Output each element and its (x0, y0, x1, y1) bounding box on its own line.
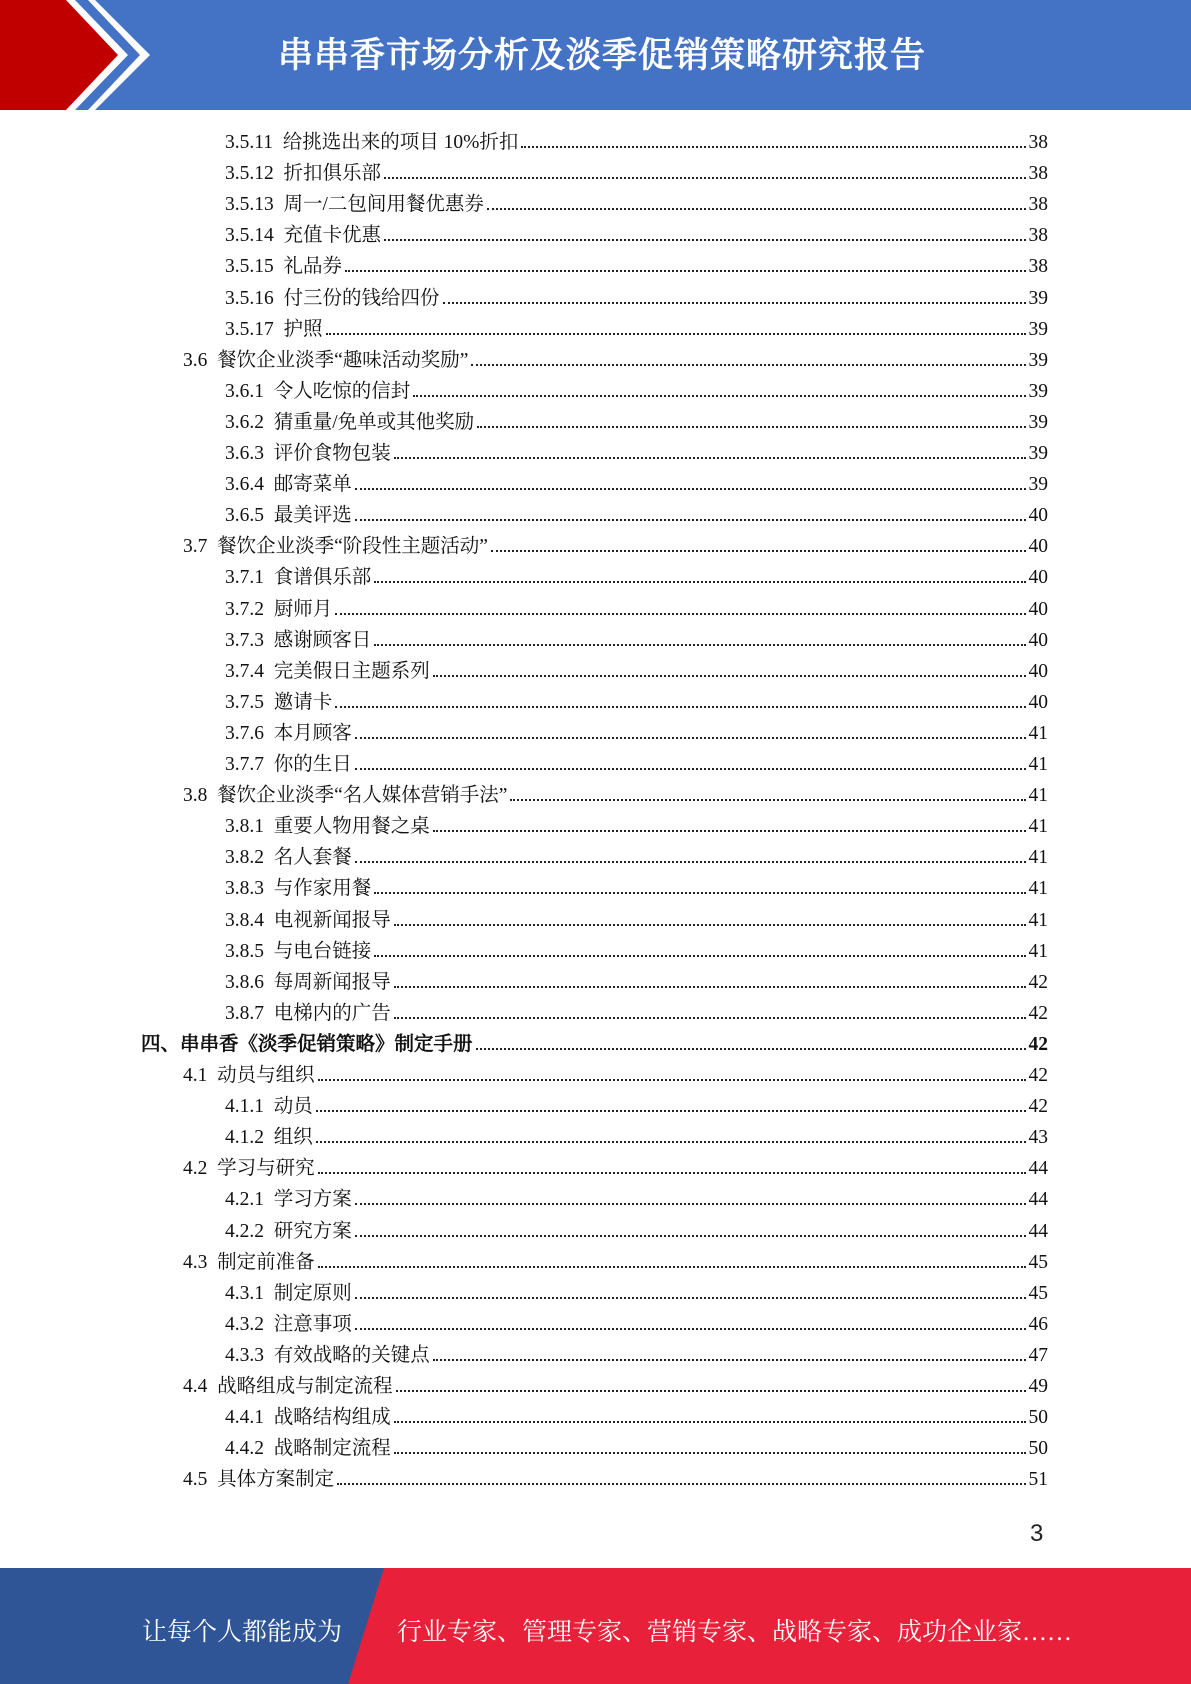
toc-entry-number: 4.3.3 (225, 1344, 264, 1366)
toc-dot-leader (355, 519, 1026, 521)
toc-entry-page: 38 (1028, 225, 1048, 247)
toc-entry-number: 4.1 (183, 1065, 208, 1086)
toc-entry[interactable] (225, 1309, 1048, 1340)
toc-entry[interactable] (183, 531, 1048, 562)
toc-entry-number: 3.5.13 (225, 194, 274, 216)
toc-dot-leader (335, 706, 1025, 708)
toc-entry[interactable] (225, 811, 1048, 842)
toc-dot-leader (433, 830, 1026, 832)
toc-entry-title: 电视新闻报导 (273, 909, 391, 931)
toc-dot-leader (394, 1452, 1026, 1454)
toc-entry-page: 38 (1028, 256, 1048, 278)
toc-entry-number: 3.6.4 (225, 474, 264, 496)
toc-dot-leader (433, 1359, 1026, 1361)
report-title: 串串香市场分析及淡季促销策略研究报告 (278, 36, 927, 76)
toc-entry-title: 令人吃惊的信封 (273, 380, 411, 402)
toc-entry-page: 42 (1028, 1033, 1048, 1055)
toc-dot-leader (355, 1297, 1026, 1299)
toc-entry-page: 40 (1028, 598, 1048, 620)
toc-entry-page: 39 (1028, 443, 1048, 464)
toc-dot-leader (374, 644, 1025, 646)
toc-entry-title: 具体方案制定 (217, 1469, 335, 1491)
toc-entry[interactable] (225, 1122, 1048, 1153)
toc-entry-page: 39 (1028, 474, 1048, 496)
toc-entry[interactable] (225, 687, 1048, 718)
toc-entry-page: 44 (1028, 1158, 1048, 1180)
toc-entry-number: 3.8.2 (225, 847, 264, 869)
toc-entry[interactable] (225, 594, 1048, 625)
toc-entry-title: 厨师月 (273, 598, 333, 620)
toc-entry-page: 50 (1028, 1438, 1048, 1460)
footer-slogan: 让每个人都能成为 (142, 1619, 343, 1646)
toc-entry-number: 3.5.11 (225, 132, 274, 153)
toc-dot-leader (384, 177, 1025, 179)
toc-entry-title: 制定前准备 (217, 1251, 315, 1273)
toc-entry-title: 电梯内的广告 (273, 1002, 391, 1024)
toc-dot-leader (394, 1017, 1026, 1019)
toc-entry-number: 3.8.1 (225, 816, 264, 838)
toc-entry[interactable] (225, 127, 1048, 158)
toc-dot-leader (337, 1483, 1025, 1485)
toc-entry-page: 42 (1028, 1096, 1048, 1118)
toc-entry[interactable] (225, 842, 1048, 873)
toc-entry-title: 折扣俱乐部 (283, 163, 382, 185)
toc-entry[interactable] (225, 656, 1048, 687)
toc-entry-number: 3.7.5 (225, 691, 264, 713)
toc-entry-number: 3.5.17 (225, 318, 274, 340)
toc-entry-title: 充值卡优惠 (283, 225, 382, 247)
toc-entry-page: 39 (1028, 380, 1048, 402)
toc-entry-page: 45 (1028, 1282, 1048, 1304)
toc-entry-title: 最美评选 (273, 505, 352, 527)
toc-entry-number: 3.6 (183, 349, 208, 371)
toc-dot-leader (355, 768, 1026, 770)
toc-entry-title: 战略制定流程 (273, 1438, 391, 1460)
toc-entry-number: 4.2 (183, 1158, 208, 1180)
toc-entry-number: 3.8 (183, 785, 208, 807)
toc-entry-page: 41 (1028, 785, 1048, 807)
toc-entry[interactable] (225, 251, 1048, 282)
toc-dot-leader (355, 861, 1026, 863)
toc-entry[interactable] (183, 1153, 1048, 1184)
toc-entry-page: 47 (1028, 1344, 1048, 1366)
toc-entry-title: 制定原则 (273, 1282, 352, 1304)
toc-entry-number: 3.7.6 (225, 722, 264, 744)
toc-entry-page: 40 (1028, 536, 1048, 558)
toc-entry-page: 42 (1028, 1065, 1048, 1086)
toc-dot-leader (374, 581, 1025, 583)
toc-entry-number: 3.8.3 (225, 878, 264, 900)
toc-entry[interactable] (225, 625, 1048, 656)
toc-entry-page: 41 (1028, 909, 1048, 931)
toc-dot-leader (374, 955, 1025, 957)
toc-entry-number: 3.8.7 (225, 1002, 264, 1024)
toc-dot-leader (326, 333, 1026, 335)
toc-entry[interactable] (225, 500, 1048, 531)
toc-dot-leader (384, 239, 1025, 241)
toc-dot-leader (394, 1421, 1026, 1423)
toc-entry[interactable] (225, 873, 1048, 904)
toc-dot-leader (476, 1048, 1026, 1050)
toc-entry-title: 战略组成与制定流程 (217, 1376, 393, 1397)
toc-entry-page: 45 (1028, 1251, 1048, 1273)
toc-entry-title: 与电台链接 (273, 940, 372, 962)
toc-entry-number: 4.4 (183, 1376, 208, 1397)
toc-entry-title: 餐饮企业淡季“阶段性主题活动” (217, 536, 488, 558)
toc-entry[interactable] (225, 220, 1048, 251)
toc-entry-page: 41 (1028, 722, 1048, 744)
toc-entry-title: 重要人物用餐之桌 (273, 816, 430, 838)
toc-entry-title: 你的生日 (273, 754, 352, 775)
toc-entry-number: 4.3 (183, 1251, 208, 1273)
toc-entry[interactable] (225, 314, 1048, 345)
toc-entry[interactable] (225, 1340, 1048, 1371)
toc-entry-page: 49 (1028, 1376, 1048, 1397)
toc-entry-title: 餐饮企业淡季“趣味活动奖励” (217, 349, 469, 371)
toc-entry[interactable] (225, 1091, 1048, 1122)
toc-entry-number: 3.5.14 (225, 225, 274, 247)
toc-entry-title: 猜重量/免单或其他奖励 (273, 411, 475, 433)
toc-entry-title: 学习与研究 (217, 1158, 315, 1180)
toc-entry-page: 40 (1028, 629, 1048, 651)
toc-entry-page: 50 (1028, 1407, 1048, 1429)
toc-entry[interactable] (225, 749, 1048, 780)
toc-entry[interactable] (183, 345, 1048, 376)
header-arrow-icon (0, 0, 170, 110)
toc-entry-page: 44 (1028, 1189, 1048, 1211)
toc-entry[interactable] (225, 469, 1048, 500)
toc-dot-leader (355, 1328, 1026, 1330)
toc-entry[interactable] (225, 1184, 1048, 1215)
toc-entry-page: 44 (1028, 1220, 1048, 1242)
toc-entry-page: 40 (1028, 567, 1048, 589)
toc-entry[interactable] (225, 718, 1048, 749)
toc-entry-title: 完美假日主题系列 (273, 660, 430, 682)
toc-entry-number: 3.8.6 (225, 971, 264, 993)
footer-titles: 行业专家、管理专家、营销专家、战略专家、成功企业家…… (397, 1619, 1073, 1646)
toc-entry[interactable] (225, 407, 1048, 438)
toc-entry-page: 39 (1028, 349, 1048, 371)
toc-entry-page: 38 (1028, 132, 1048, 153)
toc-entry-title: 组织 (273, 1127, 313, 1149)
toc-dot-leader (477, 426, 1025, 428)
toc-dot-leader (355, 488, 1026, 490)
toc-entry-number: 4.1.1 (225, 1096, 264, 1118)
toc-entry-title: 感谢顾客日 (273, 629, 372, 651)
toc-entry[interactable] (225, 562, 1048, 593)
toc-entry-number: 3.7.2 (225, 598, 264, 620)
toc-entry[interactable] (225, 283, 1048, 314)
toc-entry-page: 39 (1028, 318, 1048, 340)
toc-entry-title: 与作家用餐 (273, 878, 372, 900)
toc-entry[interactable] (225, 1278, 1048, 1309)
toc-entry-number: 3.8.4 (225, 909, 264, 931)
toc-entry[interactable] (225, 1216, 1048, 1247)
toc-entry-page: 39 (1028, 287, 1048, 309)
toc-dot-leader (471, 364, 1025, 366)
toc-entry-page: 41 (1028, 847, 1048, 869)
toc-entry-page: 51 (1028, 1469, 1048, 1491)
toc-dot-leader (345, 270, 1025, 272)
toc-entry-title: 礼品券 (283, 256, 343, 278)
page-footer (0, 1568, 1191, 1684)
toc-entry-title: 战略结构组成 (273, 1407, 391, 1429)
toc-dot-leader (374, 892, 1025, 894)
toc-entry-page: 42 (1028, 1002, 1048, 1024)
toc-entry-number: 3.6.3 (225, 443, 264, 464)
toc-dot-leader (443, 302, 1026, 304)
toc-entry-title: 付三份的钱给四份 (283, 287, 440, 309)
toc-dot-leader (318, 1266, 1026, 1268)
toc-entry-number: 3.6.5 (225, 505, 264, 527)
toc-dot-leader (318, 1079, 1026, 1081)
toc-dot-leader (316, 1110, 1026, 1112)
toc-dot-leader (413, 395, 1025, 397)
toc-entry[interactable] (225, 1433, 1048, 1464)
toc-entry-number: 4.4.1 (225, 1407, 264, 1429)
toc-entry-number: 3.7.7 (225, 754, 264, 775)
toc-entry[interactable] (225, 189, 1048, 220)
toc-entry-number: 4.4.2 (225, 1438, 264, 1460)
toc-dot-leader (487, 208, 1026, 210)
toc-entry[interactable] (183, 1060, 1048, 1091)
toc-entry-number: 3.5.12 (225, 163, 274, 185)
toc-entry-page: 41 (1028, 754, 1048, 775)
toc-entry[interactable] (183, 1247, 1048, 1278)
toc-entry[interactable] (183, 1464, 1048, 1495)
toc-entry-number: 3.8.5 (225, 940, 264, 962)
toc-entry-title: 动员 (273, 1096, 313, 1118)
toc-dot-leader (335, 613, 1025, 615)
toc-entry-page: 38 (1028, 194, 1048, 216)
toc-entry-page: 41 (1028, 940, 1048, 962)
toc-entry-title: 护照 (283, 318, 323, 340)
toc-entry-number: 3.5.16 (225, 287, 274, 309)
page-number: 3 (1030, 1520, 1044, 1547)
toc-dot-leader (491, 550, 1026, 552)
toc-entry-page: 40 (1028, 505, 1048, 527)
toc-entry-page: 40 (1028, 691, 1048, 713)
toc-entry-title: 四、串串香《淡季促销策略》制定手册 (141, 1033, 473, 1055)
toc-entry[interactable] (225, 998, 1048, 1029)
toc-entry-page: 42 (1028, 971, 1048, 993)
toc-dot-leader (394, 457, 1026, 459)
toc-entry-page: 40 (1028, 660, 1048, 682)
toc-entry-title: 注意事项 (273, 1313, 352, 1335)
toc-entry[interactable] (183, 1371, 1048, 1402)
toc-entry-page: 39 (1028, 411, 1048, 433)
toc-entry-page: 41 (1028, 816, 1048, 838)
toc-entry-title: 动员与组织 (217, 1065, 315, 1086)
toc-entry-number: 4.3.2 (225, 1313, 264, 1335)
toc-entry-number: 3.7.4 (225, 660, 264, 682)
toc-entry-number: 3.7.3 (225, 629, 264, 651)
toc-entry-number: 3.7.1 (225, 567, 264, 589)
toc-dot-leader (316, 1141, 1026, 1143)
page-header (0, 0, 1191, 110)
toc-entry[interactable] (141, 1029, 1048, 1060)
toc-entry-number: 3.5.15 (225, 256, 274, 278)
toc-entry[interactable] (225, 905, 1048, 936)
toc-entry-title: 学习方案 (273, 1189, 352, 1211)
toc-entry-title: 评价食物包装 (273, 443, 391, 464)
toc-entry-title: 餐饮企业淡季“名人媒体营销手法” (217, 785, 508, 807)
toc-entry-number: 4.2.2 (225, 1220, 264, 1242)
toc-entry-title: 每周新闻报导 (273, 971, 391, 993)
toc-entry[interactable] (225, 158, 1048, 189)
toc-dot-leader (318, 1172, 1026, 1174)
toc-entry-number: 4.5 (183, 1469, 208, 1491)
toc-dot-leader (355, 737, 1026, 739)
toc-dot-leader (396, 1390, 1026, 1392)
toc-entry-page: 46 (1028, 1313, 1048, 1335)
toc-entry-page: 41 (1028, 878, 1048, 900)
toc-entry-title: 有效战略的关键点 (273, 1344, 430, 1366)
toc-entry[interactable] (225, 936, 1048, 967)
toc-entry-title: 食谱俱乐部 (273, 567, 372, 589)
toc-entry-title: 邮寄菜单 (273, 474, 352, 496)
toc-dot-leader (355, 1235, 1026, 1237)
toc-entry-title: 名人套餐 (273, 847, 352, 869)
toc-entry-title: 周一/二包间用餐优惠券 (283, 194, 484, 216)
toc-dot-leader (510, 799, 1025, 801)
toc-entry[interactable] (183, 780, 1048, 811)
toc-dot-leader (433, 675, 1026, 677)
toc-entry[interactable] (225, 967, 1048, 998)
toc-entry-page: 43 (1028, 1127, 1048, 1149)
toc-entry-title: 邀请卡 (273, 691, 333, 713)
toc-dot-leader (355, 1203, 1026, 1205)
toc-entry[interactable] (225, 1402, 1048, 1433)
toc-dot-leader (394, 986, 1026, 988)
toc-entry-title: 研究方案 (273, 1220, 352, 1242)
toc-dot-leader (394, 924, 1026, 926)
toc-entry-page: 38 (1028, 163, 1048, 185)
toc-dot-leader (521, 146, 1025, 148)
toc-entry-number: 4.2.1 (225, 1189, 264, 1211)
toc-entry-number: 3.6.1 (225, 380, 264, 402)
toc-entry-title: 本月顾客 (273, 722, 352, 744)
toc-entry[interactable] (225, 376, 1048, 407)
toc-entry-number: 3.6.2 (225, 411, 264, 433)
toc-entry-title: 给挑选出来的项目 10%折扣 (282, 132, 519, 153)
toc-entry-number: 3.7 (183, 536, 208, 558)
toc-entry[interactable] (225, 438, 1048, 469)
toc-entry-number: 4.1.2 (225, 1127, 264, 1149)
toc-entry-number: 4.3.1 (225, 1282, 264, 1304)
